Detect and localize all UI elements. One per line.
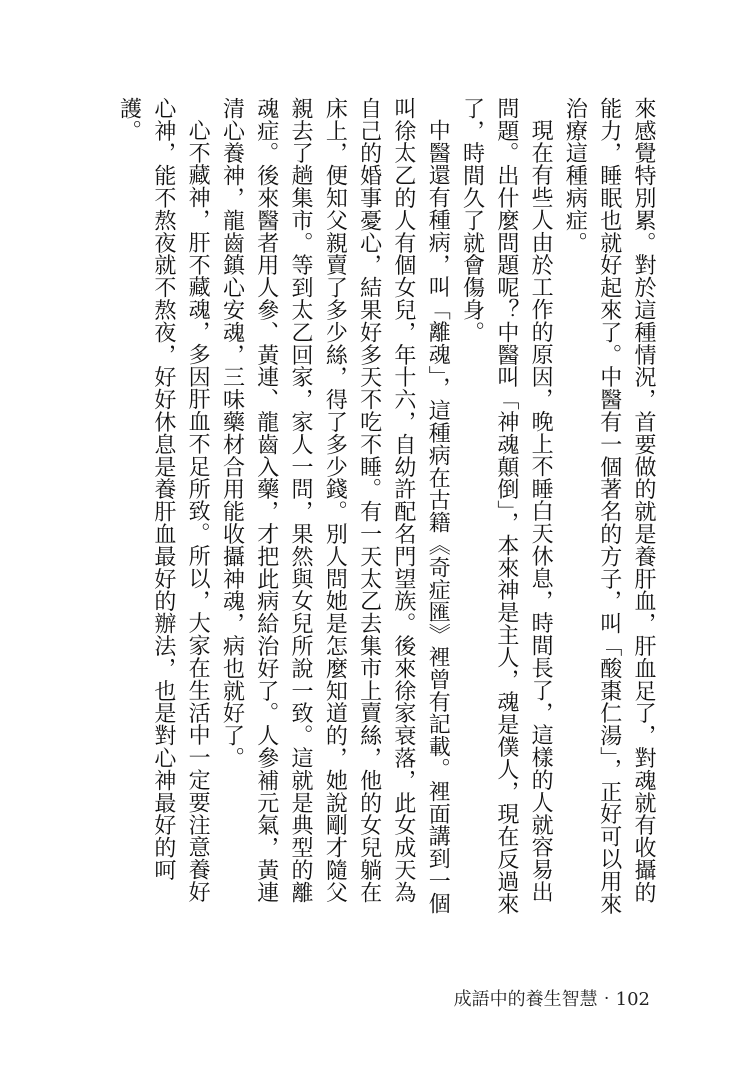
paragraph-3: 中醫還有種病，叫「離魂」，這種病在古籍《奇症匯》裡曾有記載。裡面講到一個叫徐太乙的人有個女兒，年十六，自幼許配名門望族。後來徐家衰落，此女成天為自己的婚事憂心，結果好多天不吃不睡。有一天太乙去集市上賣絲，他的女兒躺在床上，便知父親賣了多少絲，得了多少錢。別人問她是怎麼知道的，她說剛才隨父親去了趟集市。等到太乙回家，家人一問，果然與女兒所說一致。這就是典型的離魂症。後來醫者用人參、黃連、龍齒入藥，才把此病給治好了。人參補元氣，黃連清心養神，龍齒鎮心安魂，三味藥材合用能收攝神魂，病也就好了。 <box>219 97 451 915</box>
paragraph-4: 心不藏神，肝不藏魂，多因肝血不足所致。所以，大家在生活中一定要注意養好心神，能不熬夜就不熬夜，好好休息是養肝血最好的辦法，也是對心神最好的呵護。 <box>116 97 211 903</box>
paragraph-1: 來感覺特別累。對於這種情況，首要做的就是養肝血，肝血足了，對魂就有收攝的能力，睡眠也就好起來了。中醫有一個著名的方子，叫「酸棗仁湯」，正好可以用來治療這種病症。 <box>562 97 656 915</box>
paragraph-2: 現在有些人由於工作的原因，晚上不睡白天休息，時間長了，這樣的人就容易出問題。出什麼問題呢？中醫叫「神魂顛倒」，本來神是主人，魂是僕人，現在反過來了，時間久了就會傷身。 <box>459 97 554 915</box>
body-text <box>40 97 660 917</box>
page-footer <box>454 985 650 1011</box>
page-number: 102 <box>615 989 650 1010</box>
footer-separator: ‧ <box>597 989 616 1010</box>
footer-book-title: 成語中的養生智慧 <box>453 989 598 1010</box>
